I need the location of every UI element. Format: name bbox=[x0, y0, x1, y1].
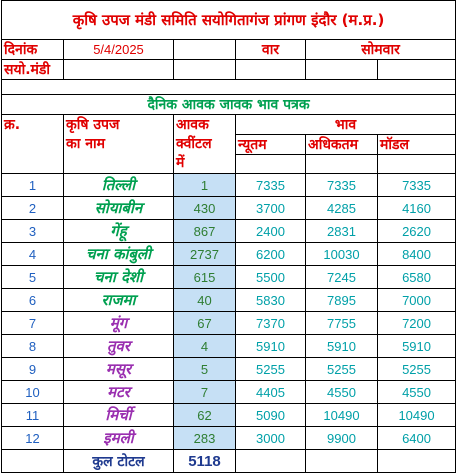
date-label: दिनांक bbox=[2, 40, 64, 60]
cell-min: 7370 bbox=[236, 312, 306, 335]
cell-arrival: 2737 bbox=[174, 243, 236, 266]
cell-max: 10490 bbox=[306, 404, 378, 427]
cell-arrival: 283 bbox=[174, 427, 236, 450]
cell-max: 4285 bbox=[306, 197, 378, 220]
cell-min: 6200 bbox=[236, 243, 306, 266]
cell-crop: मसूर bbox=[64, 358, 174, 381]
cell-modal: 4160 bbox=[378, 197, 456, 220]
cell-crop: चना कांबुली bbox=[64, 243, 174, 266]
cell-crop: चना देशी bbox=[64, 266, 174, 289]
cell-crop: मिर्ची bbox=[64, 404, 174, 427]
cell-crop: सोयाबीन bbox=[64, 197, 174, 220]
cell-modal: 7200 bbox=[378, 312, 456, 335]
cell-arrival: 62 bbox=[174, 404, 236, 427]
cell-modal: 6580 bbox=[378, 266, 456, 289]
date-value: 5/4/2025 bbox=[64, 40, 174, 60]
table-row bbox=[2, 358, 456, 381]
cell-sr: 8 bbox=[2, 335, 64, 358]
total-value: 5118 bbox=[174, 450, 236, 473]
cell-modal: 5910 bbox=[378, 335, 456, 358]
cell-max: 7245 bbox=[306, 266, 378, 289]
cell-sr: 9 bbox=[2, 358, 64, 381]
cell-sr: 11 bbox=[2, 404, 64, 427]
col-header-crop bbox=[64, 115, 174, 174]
table-row bbox=[2, 312, 456, 335]
cell-modal: 7335 bbox=[378, 174, 456, 197]
cell-min: 5255 bbox=[236, 358, 306, 381]
cell-sr: 12 bbox=[2, 427, 64, 450]
total-row bbox=[2, 450, 456, 473]
empty-cell bbox=[306, 60, 378, 80]
col-header-max: अधिकतम bbox=[306, 135, 378, 155]
table-row bbox=[2, 335, 456, 358]
cell-arrival: 430 bbox=[174, 197, 236, 220]
spacer-row bbox=[2, 80, 456, 95]
table-row bbox=[2, 220, 456, 243]
cell-max: 5910 bbox=[306, 335, 378, 358]
cell-arrival: 40 bbox=[174, 289, 236, 312]
cell-max: 7335 bbox=[306, 174, 378, 197]
page-title: कृषि उपज मंडी समिति सयोगितागंज प्रांगण इंदौर (म.प्र.) bbox=[2, 1, 456, 40]
col-header-price-group: भाव bbox=[236, 115, 456, 135]
cell-sr: 5 bbox=[2, 266, 64, 289]
col-header-arrival-line2: क्वींटल bbox=[176, 136, 212, 152]
table-row bbox=[2, 427, 456, 450]
empty-cell bbox=[378, 155, 456, 174]
col-header-crop-line1: कृषि उपज bbox=[66, 117, 120, 133]
empty-cell bbox=[378, 450, 456, 473]
cell-min: 2400 bbox=[236, 220, 306, 243]
cell-arrival: 1 bbox=[174, 174, 236, 197]
col-header-crop-line2: का नाम bbox=[66, 136, 106, 152]
cell-modal: 6400 bbox=[378, 427, 456, 450]
empty-cell bbox=[236, 450, 306, 473]
table-row bbox=[2, 381, 456, 404]
col-header-sr: क्र. bbox=[2, 115, 64, 174]
cell-min: 5830 bbox=[236, 289, 306, 312]
col-header-arrival bbox=[174, 115, 236, 174]
cell-crop: मूंग bbox=[64, 312, 174, 335]
cell-arrival: 5 bbox=[174, 358, 236, 381]
col-header-min: न्यूतम bbox=[236, 135, 306, 155]
cell-arrival: 615 bbox=[174, 266, 236, 289]
cell-max: 7755 bbox=[306, 312, 378, 335]
cell-min: 3700 bbox=[236, 197, 306, 220]
empty-cell bbox=[64, 60, 174, 80]
cell-sr: 7 bbox=[2, 312, 64, 335]
col-header-modal: मॉडल bbox=[378, 135, 456, 155]
cell-crop: राजमा bbox=[64, 289, 174, 312]
cell-crop: मटर bbox=[64, 381, 174, 404]
table-row bbox=[2, 197, 456, 220]
cell-modal: 10490 bbox=[378, 404, 456, 427]
cell-crop: गेंहू bbox=[64, 220, 174, 243]
cell-min: 5910 bbox=[236, 335, 306, 358]
empty-cell bbox=[236, 155, 306, 174]
day-value: सोमवार bbox=[306, 40, 456, 60]
cell-sr: 4 bbox=[2, 243, 64, 266]
cell-min: 5500 bbox=[236, 266, 306, 289]
cell-sr: 6 bbox=[2, 289, 64, 312]
table-row bbox=[2, 289, 456, 312]
cell-min: 4405 bbox=[236, 381, 306, 404]
table-row bbox=[2, 404, 456, 427]
empty-cell bbox=[174, 60, 236, 80]
cell-modal: 8400 bbox=[378, 243, 456, 266]
cell-min: 7335 bbox=[236, 174, 306, 197]
table-row bbox=[2, 174, 456, 197]
empty-cell bbox=[378, 60, 456, 80]
empty-cell bbox=[306, 450, 378, 473]
total-label: कुल टोटल bbox=[64, 450, 174, 473]
empty-cell bbox=[306, 155, 378, 174]
cell-max: 7895 bbox=[306, 289, 378, 312]
empty-cell bbox=[2, 450, 64, 473]
cell-sr: 3 bbox=[2, 220, 64, 243]
empty-cell bbox=[174, 40, 236, 60]
daily-price-table bbox=[1, 0, 456, 473]
cell-arrival: 7 bbox=[174, 381, 236, 404]
cell-sr: 10 bbox=[2, 381, 64, 404]
day-label: वार bbox=[236, 40, 306, 60]
cell-arrival: 67 bbox=[174, 312, 236, 335]
cell-modal: 2620 bbox=[378, 220, 456, 243]
cell-sr: 1 bbox=[2, 174, 64, 197]
cell-sr: 2 bbox=[2, 197, 64, 220]
market-label: सयो.मंडी bbox=[2, 60, 64, 80]
cell-modal: 5255 bbox=[378, 358, 456, 381]
cell-max: 5255 bbox=[306, 358, 378, 381]
cell-max: 10030 bbox=[306, 243, 378, 266]
cell-crop: तिल्ली bbox=[64, 174, 174, 197]
cell-modal: 4550 bbox=[378, 381, 456, 404]
cell-max: 4550 bbox=[306, 381, 378, 404]
cell-modal: 7000 bbox=[378, 289, 456, 312]
empty-cell bbox=[236, 60, 306, 80]
col-header-arrival-line3: में bbox=[176, 155, 185, 171]
cell-crop: तुवर bbox=[64, 335, 174, 358]
sheet-subtitle: दैनिक आवक जावक भाव पत्रक bbox=[2, 95, 456, 115]
cell-max: 2831 bbox=[306, 220, 378, 243]
cell-crop: इमली bbox=[64, 427, 174, 450]
cell-min: 5090 bbox=[236, 404, 306, 427]
cell-max: 9900 bbox=[306, 427, 378, 450]
cell-arrival: 867 bbox=[174, 220, 236, 243]
cell-arrival: 4 bbox=[174, 335, 236, 358]
cell-min: 3000 bbox=[236, 427, 306, 450]
table-row bbox=[2, 266, 456, 289]
table-row bbox=[2, 243, 456, 266]
col-header-arrival-line1: आवक bbox=[176, 117, 209, 133]
